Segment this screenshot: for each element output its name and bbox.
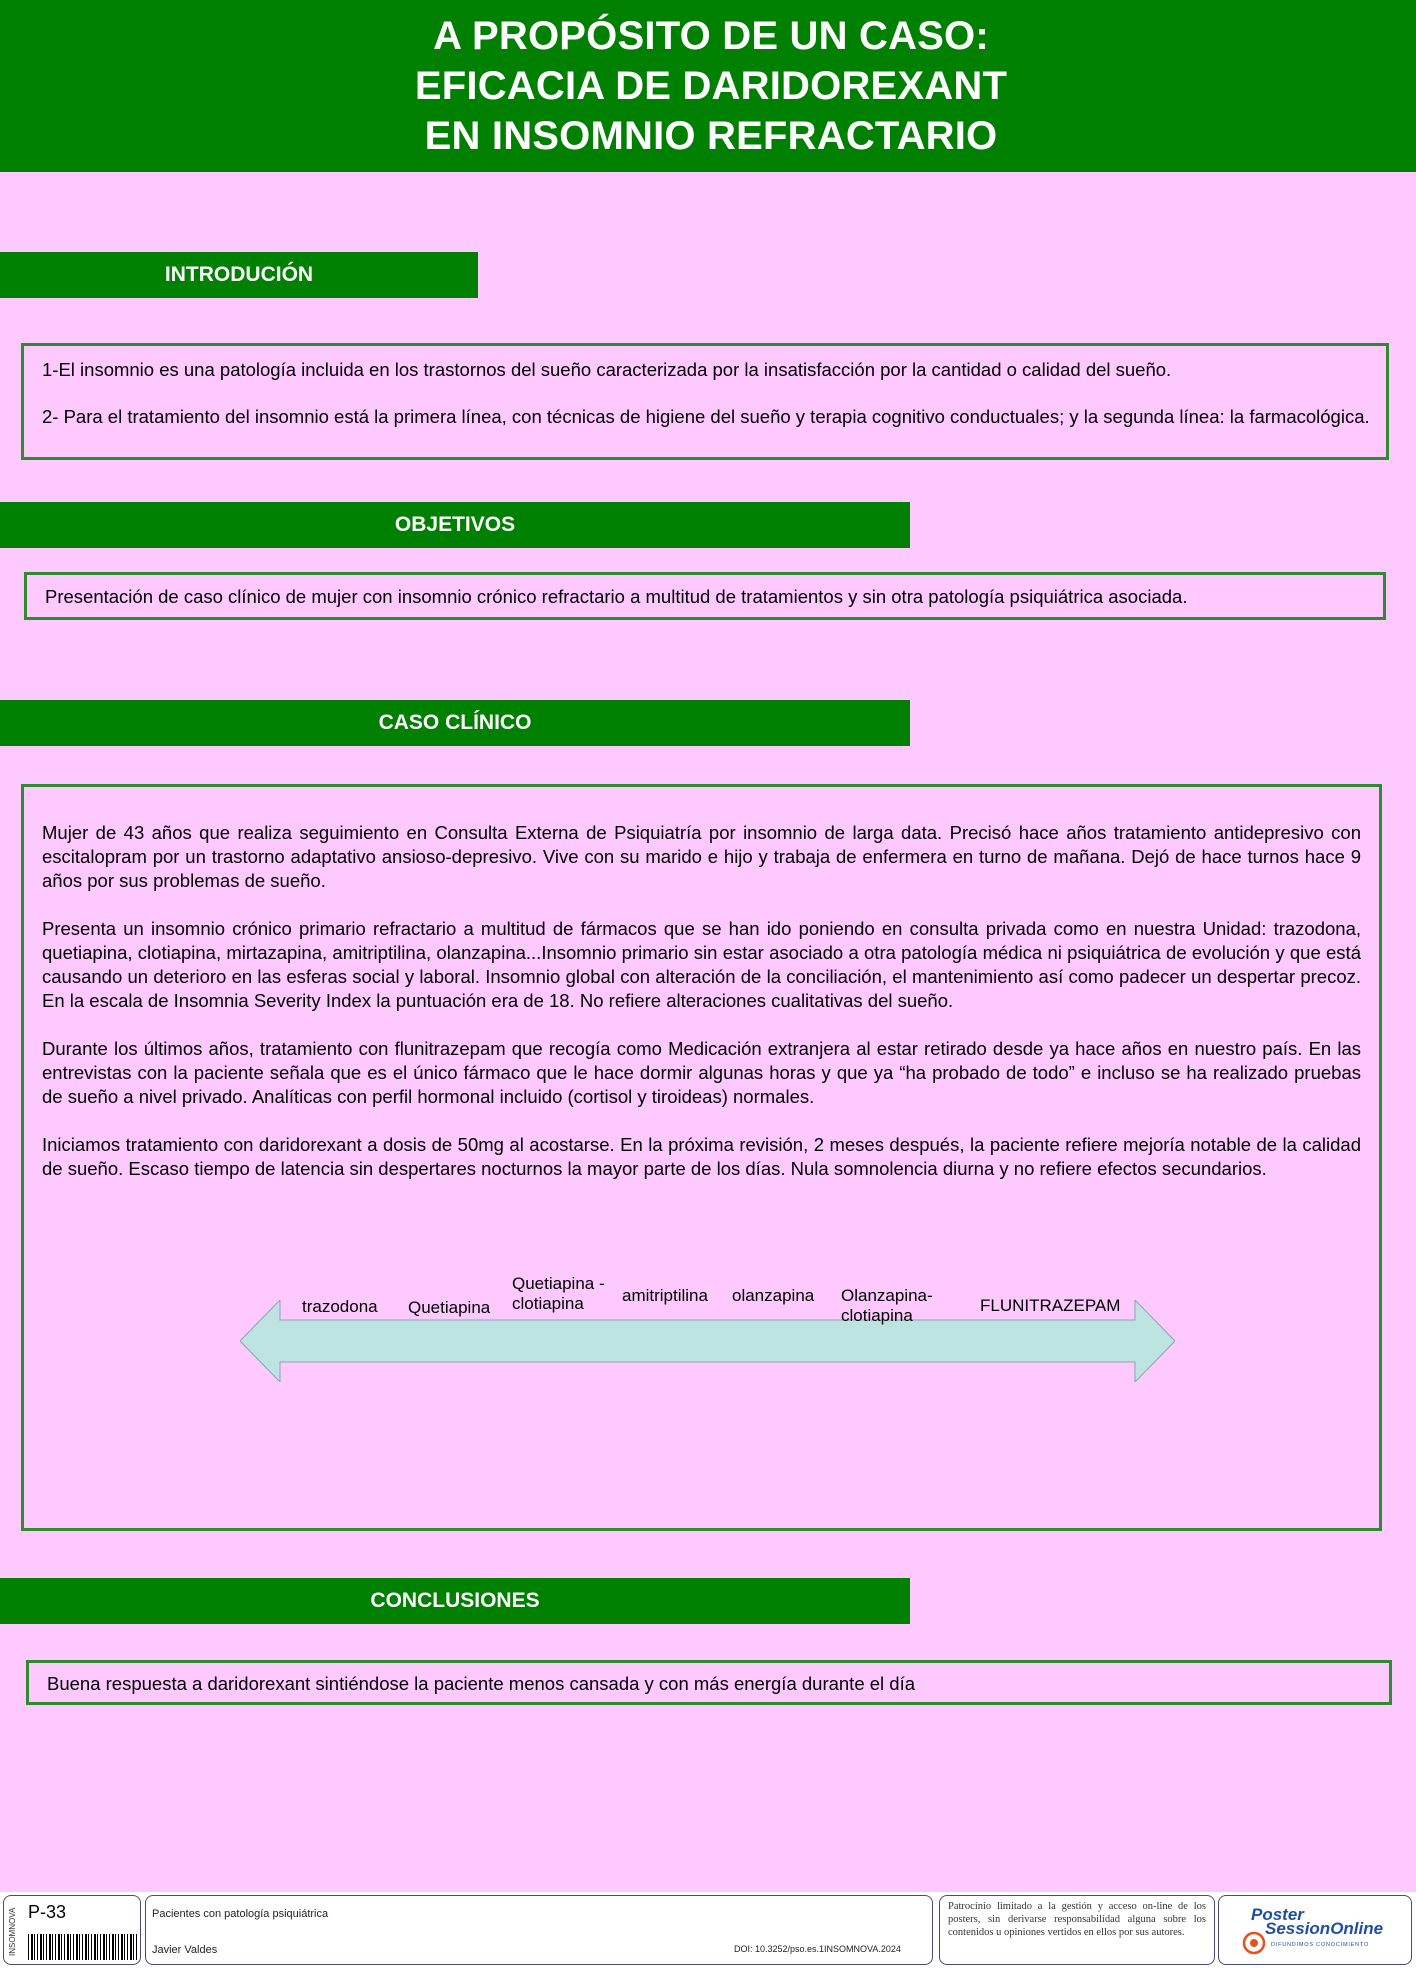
timeline-label-amitriptilina: amitriptilina xyxy=(622,1286,708,1305)
caso-paragraph-3: Durante los últimos años, tratamiento con flunitrazepam que recogía como Medicación extranjera al estar retirado desde ya hace años en nuestro país. En las entrevistas con la paciente señala que es el único fármaco que le hace dormir algunas horas y que ya “ha probado de todo” e incluso se ha realizado pruebas de sueño a nivel privado. Analíticas con perfil hormonal incluido (cortisol y tiroideas) normales. xyxy=(42,1038,1361,1107)
intro-paragraph-2: 2- Para el tratamiento del insomnio está la primera línea, con técnicas de higiene del sueño y terapia cognitivo conductuales; y la segunda línea: la farmacológica. xyxy=(42,406,1370,427)
timeline-label-olanzapina: olanzapina xyxy=(732,1286,815,1305)
objetivos-text: Presentación de caso clínico de mujer con insomnio crónico refractario a multitud de tratamientos y sin otra patología psiquiátrica asociada. xyxy=(45,586,1188,607)
logo-swirl-icon xyxy=(1241,1930,1267,1956)
intro-heading: INTRODUCIÓN xyxy=(0,252,478,298)
conclusiones-box xyxy=(26,1660,1392,1705)
poster-session-online-logo xyxy=(1218,1895,1412,1965)
poster-author: Javier Valdes xyxy=(152,1944,218,1956)
caso-paragraph-1: Mujer de 43 años que realiza seguimiento en Consulta Externa de Psiquiatría por insomnio de larga data. Precisó hace años tratamiento antidepresivo con escitalopram por un trastorno adaptativo ansioso-depresivo. Vive con su marido e hijo y trabaja de enfermera en turno de mañana. Dejó de hace turnos hace 9 años por sus problemas de sueño. xyxy=(42,822,1361,891)
title-line-3: EN INSOMNIO REFRACTARIO xyxy=(424,114,998,158)
timeline-label-quetiapina: Quetiapina xyxy=(408,1298,491,1317)
logo-word-poster: Poster xyxy=(1251,1905,1304,1924)
conclusiones-text: Buena respuesta a daridorexant sintiéndose la paciente menos cansada y con más energía durante el día xyxy=(47,1673,916,1694)
poster-info-box xyxy=(145,1895,933,1965)
intro-paragraph-1: 1-El insomnio es una patología incluida en los trastornos del sueño caracterizada por la insatisfacción por la cantidad o calidad del sueño. xyxy=(42,359,1172,380)
barcode-icon xyxy=(28,1934,138,1960)
logo-word-session: SessionOnline xyxy=(1265,1919,1384,1938)
disclaimer-text: Patrocinio limitado a la gestión y acceso on-line de los posters, sin derivarse responsabilidad alguna sobre los contenidos u opiniones vertidos en ellos por sus autores. xyxy=(948,1901,1206,1938)
poster-code: P-33 xyxy=(28,1902,67,1922)
caso-paragraph-4: Iniciamos tratamiento con daridorexant a dosis de 50mg al acostarse. En la próxima revisión, 2 meses después, la paciente refiere mejoría notable de la calidad de sueño. Escaso tiempo de latencia sin despertares nocturnos la mayor parte de los días. Nula somnolencia diurna y no refiere efectos secundarios. xyxy=(42,1134,1361,1179)
timeline-label-flunitrazepam: FLUNITRAZEPAM xyxy=(980,1296,1121,1315)
poster-code-box xyxy=(3,1895,141,1965)
intro-box xyxy=(21,343,1389,460)
logo-tagline: DIFUNDIMOS CONOCIMIENTO xyxy=(1271,1942,1370,1948)
poster-category: Pacientes con patología psiquiátrica xyxy=(152,1908,329,1920)
poster-title xyxy=(0,0,1416,172)
objetivos-heading: OBJETIVOS xyxy=(0,502,910,548)
timeline-label-olanzapina-clotiapina: Olanzapina- clotiapina xyxy=(841,1286,933,1325)
title-line-1: A PROPÓSITO DE UN CASO: xyxy=(433,14,989,58)
objetivos-box xyxy=(24,572,1386,620)
caso-paragraph-2: Presenta un insomnio crónico primario refractario a multitud de fármacos que se han ido poniendo en consulta privada como en nuestra Unidad: trazodona, quetiapina, clotiapina, mirtazapina, amitriptilina, olanzapina...Insomnio primario sin estar asociado a otra patología médica ni psiquiátrica de evolución y que está causando un deterioro en las esferas social y laboral. Insomnio global con alteración de la conciliación, el mantenimiento así como padecer un despertar precoz. En la escala de Insomnia Severity Index la puntuación era de 18. No refiere alteraciones cualitativas del sueño. xyxy=(42,918,1361,1011)
caso-box xyxy=(21,784,1382,1531)
title-line-2: EFICACIA DE DARIDOREXANT xyxy=(414,64,1008,108)
poster-footer xyxy=(0,1892,1416,1968)
timeline-label-quetiapina-clotiapina: Quetiapina - clotiapina xyxy=(512,1274,605,1313)
event-tag: INSOMNOVA xyxy=(8,1907,17,1957)
caso-heading: CASO CLÍNICO xyxy=(0,700,910,746)
disclaimer-box xyxy=(939,1895,1215,1965)
timeline-label-trazodona: trazodona xyxy=(302,1297,378,1316)
poster-doi: DOI: 10.3252/pso.es.1INSOMNOVA.2024 xyxy=(734,1944,901,1954)
conclusiones-heading: CONCLUSIONES xyxy=(0,1578,910,1624)
